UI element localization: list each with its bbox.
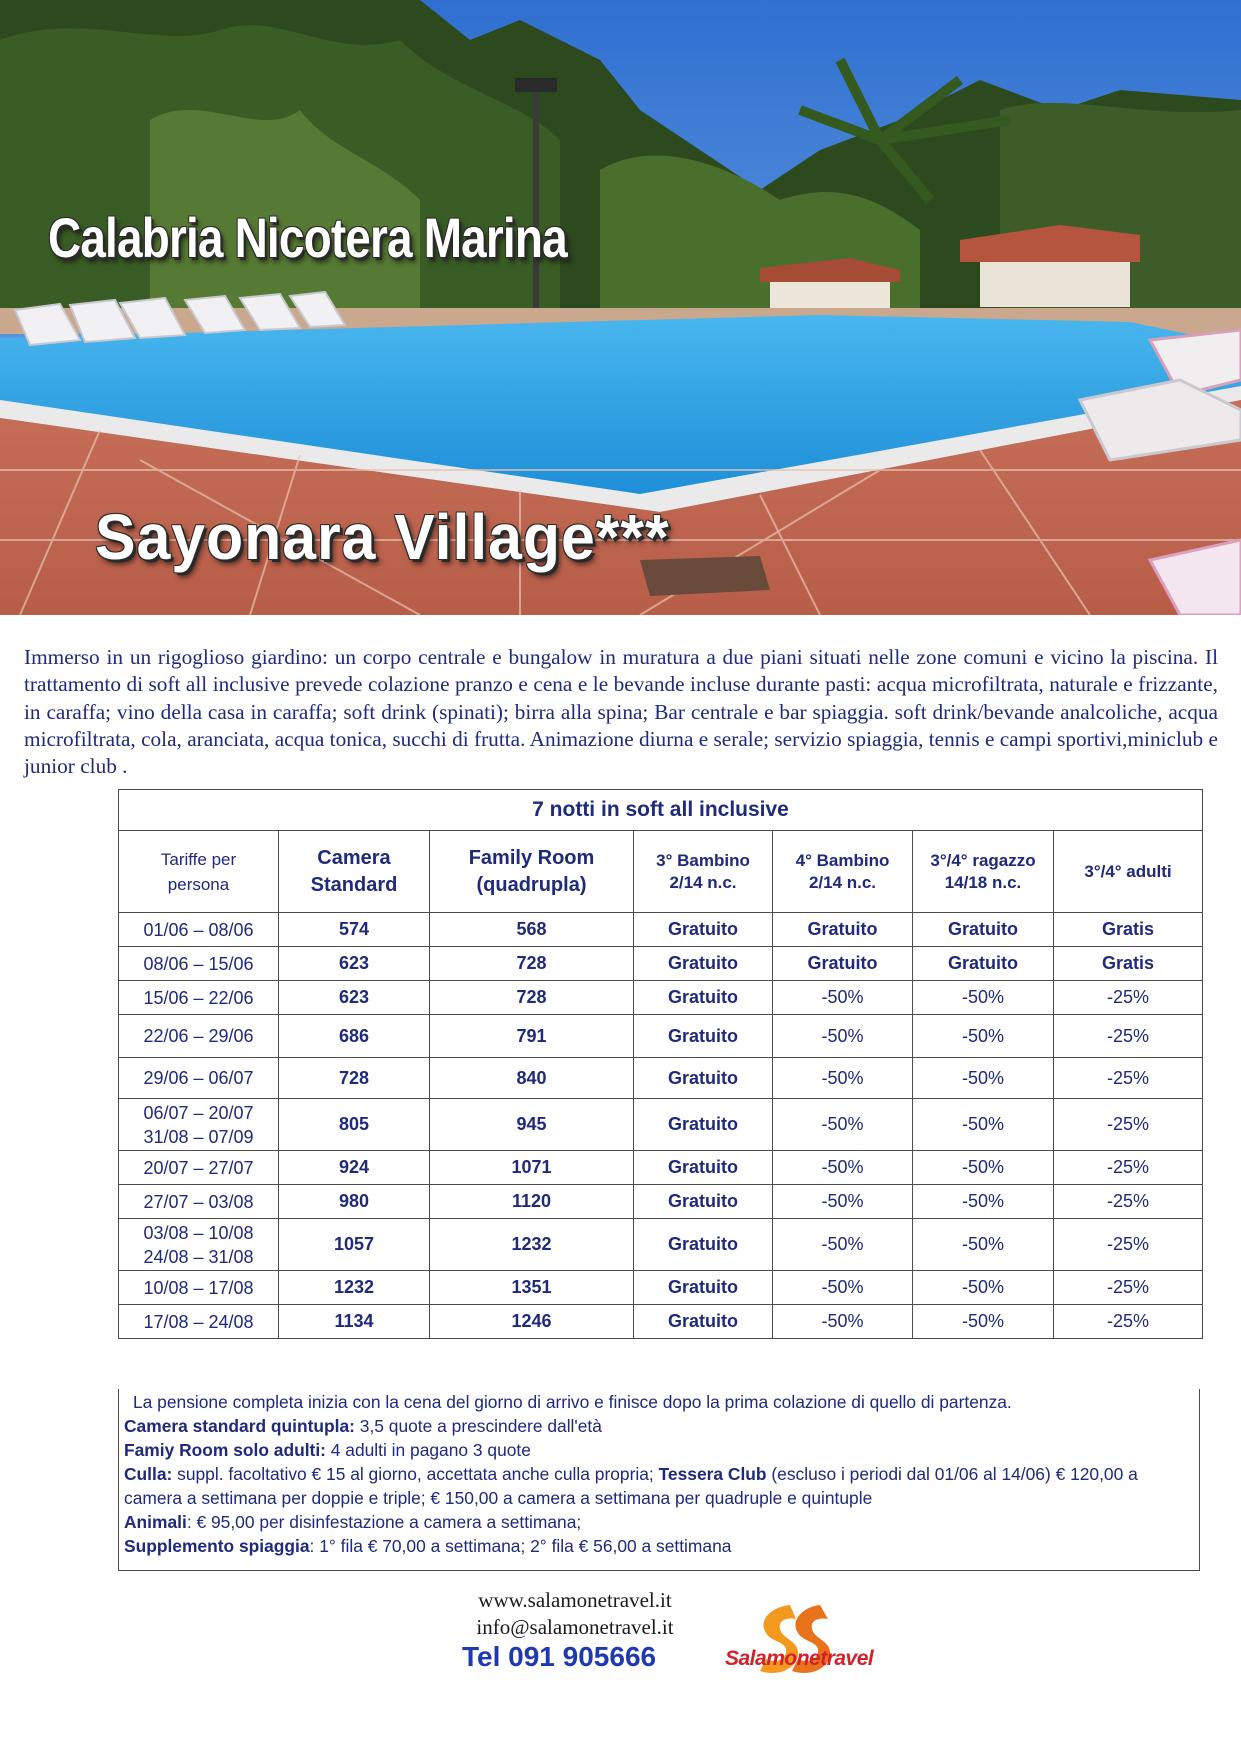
cell-teen: -50%	[913, 1271, 1054, 1305]
cell-child3: Gratuito	[634, 1271, 773, 1305]
cell-child4: -50%	[773, 1058, 913, 1099]
cell-standard: 623	[279, 981, 430, 1015]
website-link[interactable]: www.salamonetravel.it	[478, 1588, 672, 1612]
cell-child3: Gratuito	[634, 1219, 773, 1271]
hero-title: Calabria Nicotera Marina	[48, 206, 567, 269]
notes-spiaggia: Supplemento spiaggia: 1° fila € 70,00 a settimana; 2° fila € 56,00 a settimana	[124, 1536, 732, 1556]
cell-adults: -25%	[1054, 1151, 1203, 1185]
cell-child4: -50%	[773, 1271, 913, 1305]
cell-family: 945	[430, 1099, 634, 1151]
cell-child3: Gratuito	[634, 913, 773, 947]
cell-period: 20/07 – 27/07	[119, 1151, 279, 1185]
cell-child4: -50%	[773, 1185, 913, 1219]
header-adults: 3°/4° adulti	[1054, 831, 1203, 913]
cell-child3: Gratuito	[634, 1015, 773, 1058]
cell-period: 08/06 – 15/06	[119, 947, 279, 981]
cell-child4: -50%	[773, 1151, 913, 1185]
cell-child4: -50%	[773, 1219, 913, 1271]
cell-teen: -50%	[913, 1099, 1054, 1151]
cell-standard: 924	[279, 1151, 430, 1185]
cell-child4: -50%	[773, 1305, 913, 1339]
notes-animali: Animali: € 95,00 per disinfestazione a camera a settimana;	[124, 1512, 582, 1532]
cell-period: 15/06 – 22/06	[119, 981, 279, 1015]
cell-standard: 980	[279, 1185, 430, 1219]
cell-standard: 805	[279, 1099, 430, 1151]
table-row	[119, 1099, 1203, 1151]
cell-adults: -25%	[1054, 1219, 1203, 1271]
cell-period: 22/06 – 29/06	[119, 1015, 279, 1058]
cell-adults: Gratis	[1054, 913, 1203, 947]
header-child4: 4° Bambino 2/14 n.c.	[773, 831, 913, 913]
cell-adults: -25%	[1054, 1015, 1203, 1058]
price-table	[118, 789, 1203, 1339]
cell-child3: Gratuito	[634, 1305, 773, 1339]
cell-family: 1071	[430, 1151, 634, 1185]
cell-period: 10/08 – 17/08	[119, 1271, 279, 1305]
cell-teen: -50%	[913, 981, 1054, 1015]
cell-standard: 1134	[279, 1305, 430, 1339]
cell-family: 1246	[430, 1305, 634, 1339]
table-row	[119, 913, 1203, 947]
cell-adults: -25%	[1054, 1271, 1203, 1305]
notes-family: Famiy Room solo adulti: 4 adulti in pagano 3 quote	[124, 1440, 531, 1460]
hero-subtitle: Sayonara Village***	[95, 501, 670, 573]
cell-teen: -50%	[913, 1151, 1054, 1185]
cell-adults: -25%	[1054, 1185, 1203, 1219]
cell-family: 728	[430, 981, 634, 1015]
cell-child3: Gratuito	[634, 947, 773, 981]
hero-photo	[0, 0, 1241, 615]
cell-child4: -50%	[773, 1015, 913, 1058]
notes-quintupla: Camera standard quintupla: 3,5 quote a prescindere dall'età	[124, 1416, 602, 1436]
phone-number[interactable]: Tel 091 905666	[462, 1641, 657, 1672]
table-row	[119, 1305, 1203, 1339]
cell-standard: 623	[279, 947, 430, 981]
table-caption: 7 notti in soft all inclusive	[119, 790, 1203, 831]
cell-teen: Gratuito	[913, 947, 1054, 981]
table-row	[119, 947, 1203, 981]
table-row	[119, 1015, 1203, 1058]
cell-period: 01/06 – 08/06	[119, 913, 279, 947]
cell-child4: Gratuito	[773, 913, 913, 947]
cell-family: 840	[430, 1058, 634, 1099]
cell-adults: -25%	[1054, 1058, 1203, 1099]
notes-culla: Culla: suppl. facoltativo € 15 al giorno, accettata anche culla propria; Tessera Club (escluso i periodi dal 01/06 al 14/06) € 120,00 a camera a settimana per doppie e triple; € 150,00 a camera a settimana per quadruple e quintuple	[124, 1464, 1138, 1508]
cell-standard: 1232	[279, 1271, 430, 1305]
cell-standard: 574	[279, 913, 430, 947]
cell-family: 1232	[430, 1219, 634, 1271]
cell-child4: -50%	[773, 981, 913, 1015]
cell-adults: Gratis	[1054, 947, 1203, 981]
cell-family: 791	[430, 1015, 634, 1058]
header-standard: Camera Standard	[279, 831, 430, 913]
table-row	[119, 1219, 1203, 1271]
cell-child3: Gratuito	[634, 1058, 773, 1099]
cell-adults: -25%	[1054, 1099, 1203, 1151]
notes-box	[118, 1389, 1200, 1571]
cell-teen: -50%	[913, 1015, 1054, 1058]
cell-child4: -50%	[773, 1099, 913, 1151]
intro-paragraph: Immerso in un rigoglioso giardino: un corpo centrale e bungalow in muratura a due piani situati nelle zone comuni e vicino la piscina. Il trattamento di soft all inclusive prevede colazione pranzo e cena e le bevande incluse durante pasti: acqua microfiltrata, naturale e frizzante, in caraffa; vino della casa in caraffa; soft drink (spinati); birra alla spina; Bar centrale e bar spiaggia. soft drink/bevande analcoliche, acqua microfiltrata, cola, aranciata, acqua tonica, succhi di frutta. Animazione diurna e serale; servizio spiaggia, tennis e campi sportivi,miniclub e junior club .	[24, 645, 1218, 779]
cell-standard: 728	[279, 1058, 430, 1099]
table-row	[119, 1185, 1203, 1219]
email-link[interactable]: info@salamonetravel.it	[476, 1615, 674, 1639]
cell-family: 1120	[430, 1185, 634, 1219]
table-header-row	[119, 831, 1203, 913]
table-row	[119, 1151, 1203, 1185]
table-row	[119, 981, 1203, 1015]
cell-teen: Gratuito	[913, 913, 1054, 947]
cell-standard: 1057	[279, 1219, 430, 1271]
cell-adults: -25%	[1054, 981, 1203, 1015]
cell-teen: -50%	[913, 1305, 1054, 1339]
cell-child3: Gratuito	[634, 1151, 773, 1185]
table-row	[119, 1058, 1203, 1099]
header-teen: 3°/4° ragazzo 14/18 n.c.	[913, 831, 1054, 913]
cell-teen: -50%	[913, 1185, 1054, 1219]
cell-child4: Gratuito	[773, 947, 913, 981]
cell-period: 17/08 – 24/08	[119, 1305, 279, 1339]
cell-period: 06/07 – 20/07 31/08 – 07/09	[119, 1099, 279, 1151]
cell-adults: -25%	[1054, 1305, 1203, 1339]
cell-teen: -50%	[913, 1219, 1054, 1271]
notes-pension: La pensione completa inizia con la cena del giorno di arrivo e finisce dopo la prima colazione di quello di partenza.	[133, 1392, 1012, 1412]
table-row	[119, 1271, 1203, 1305]
cell-child3: Gratuito	[634, 1185, 773, 1219]
cell-teen: -50%	[913, 1058, 1054, 1099]
cell-child3: Gratuito	[634, 981, 773, 1015]
header-child3: 3° Bambino 2/14 n.c.	[634, 831, 773, 913]
cell-family: 568	[430, 913, 634, 947]
cell-period: 03/08 – 10/08 24/08 – 31/08	[119, 1219, 279, 1271]
cell-family: 1351	[430, 1271, 634, 1305]
cell-period: 29/06 – 06/07	[119, 1058, 279, 1099]
cell-period: 27/07 – 03/08	[119, 1185, 279, 1219]
logo-text: Salamonetravel	[725, 1647, 874, 1670]
cell-standard: 686	[279, 1015, 430, 1058]
cell-family: 728	[430, 947, 634, 981]
cell-child3: Gratuito	[634, 1099, 773, 1151]
header-period: Tariffe per persona	[119, 831, 279, 913]
header-family: Family Room (quadrupla)	[430, 831, 634, 913]
